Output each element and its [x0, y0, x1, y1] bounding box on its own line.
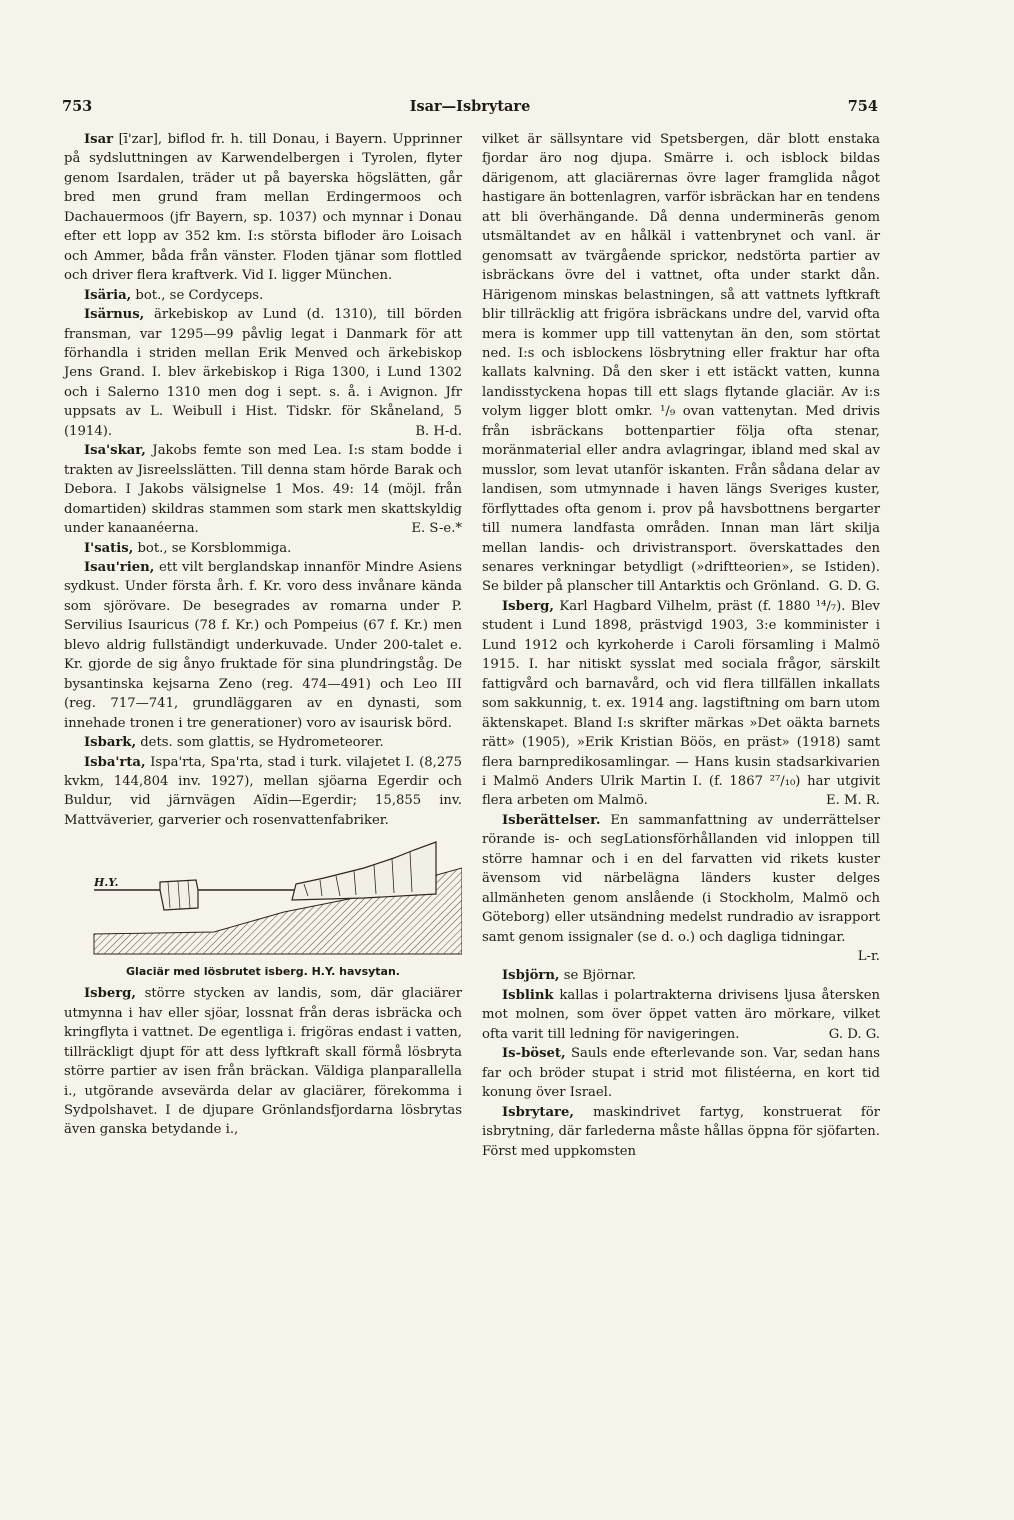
entry-isblink [482, 986, 880, 1044]
headword: Isbark, [84, 735, 137, 751]
entry-isaskar [64, 441, 462, 538]
author-signature: E. S-e.* [411, 521, 462, 537]
entry-text: dets. som glattis, se Hydrometeorer. [136, 735, 384, 751]
figure-caption: Glaciär med lösbrutet isberg. H.Y. havsytan. [126, 965, 400, 979]
headword: Isbjörn, [502, 968, 560, 984]
headword: I'satis, [84, 540, 134, 556]
glacier-illustration [64, 838, 462, 958]
headword: Is-böset, [502, 1046, 566, 1062]
author-signature: G. D. G. [828, 1026, 880, 1042]
headword: Isa'skar, [84, 443, 146, 459]
entry-isaurien [64, 558, 462, 733]
author-signature: B. H-d. [415, 423, 462, 439]
entry-isbarta [64, 753, 462, 831]
entry-text: bot., se Korsblommiga. [133, 540, 292, 556]
entry-text: Karl Hagbard Vilhelm, präst (f. 1880 ¹⁴/₇). Blev student i Lund 1898, prästvigd 1903, 3:e komminister i Lund 1912 och kyrkoherde i Caroli församling i Malmö 1915. I. har nitiskt sysslat med sociala frågor, särskilt fattigvård och barnavård, och vid flera tillfällen inkallats som sakkunnig, t. ex. 1914 ang. lagstiftning om barn utom äktenskapet. Bland I:s skrifter märkas »Det oäkta barnets rätt» (1905), »Erik Kristian Böös, en präst» (1918) samt flera barnpredikosamlingar. — Hans kusin stadsarkivarien i Malmö Anders Ulrik Martin I. (f. 1867 ²⁷/₁₀) har utgivit flera arbeten om Malmö. [482, 598, 880, 809]
headword: Isau'rien, [84, 559, 155, 575]
entry-text: Jakobs femte son med Lea. I:s stam bodde i trakten av Jisreelsslätten. Till denna stam hörde Barak och Debora. I Jakobs välsignelse 1 Mos. 49: 14 (möjl. från domartiden) skildras stammen som stark men skattskyldig under kanaanéerna. [64, 443, 462, 537]
entry-text: Sauls ende efterlevande son. Var, sedan hans far och bröder stupat i strid mot filistéerna, en kort tid konung över Israel. [482, 1046, 880, 1101]
author-signature: G. D. G. [828, 579, 880, 595]
entry-isberg [64, 984, 462, 1140]
entry-text: maskindrivet fartyg, konstruerat för isbrytning, där farlederna måste hållas öppna för sjöfarten. Först med uppkomsten [482, 1104, 880, 1159]
page-header [62, 98, 878, 122]
page-number-right: 754 [847, 98, 878, 115]
glacier-figure [64, 838, 462, 978]
entry-isboset [482, 1044, 880, 1102]
author-signature: E. M. R. [825, 793, 880, 809]
headword: Isba'rta, [84, 754, 146, 770]
entry-isbrytare [482, 1103, 880, 1161]
entry-text: ett vilt berglandskap innanför Mindre Asiens sydkust. Under första årh. f. Kr. voro dess invånare kända som sjörövare. De besegrades av romarna under P. Servilius Isauricus (78 f. Kr.) och Pompeius (67 f. Kr.) men blevo aldrig fullständigt underkuvade. Under 200-talet e. Kr. gjorde de sig ånyo fruktade för sina plundringståg. De bysantinska kejsarna Zeno (reg. 474—491) och Leo III (reg. 717—741, grundläggaren av en dynasti, som innehade tronen i tre generationer) voro av isaurisk börd. [64, 559, 462, 731]
headword: Isbrytare, [502, 1104, 574, 1120]
glacier [292, 842, 436, 900]
right-column [482, 130, 880, 1161]
entry-text: En sammanfattning av underrättelser rörande is- och segLationsförhållanden vid inloppen till större hamnar och i en del farvatten vid rikets kuster ävensom vid närbelägna länders kuster delges allmänheten genom anslående (i Stockholm, Malmö och Göteborg) eller utsändning medelst rundradio av israpport samt genom issignaler (se d. o.) och dagliga tidningar. [482, 812, 880, 945]
entry-text: vilket är sällsyntare vid Spetsbergen, där blott enstaka fjordar äro nog djupa. Smärre i. och isblock bildas därigenom, att glaciärernas övre lager framglida något hastigare än bottenlagren, varför isbräckan har en tendens att bli överhängande. Då denna underminerās genom utsmältandet av en hålkäl i vattenbrynet och vanl. är genomsatt av tvärgående sprickor, nedstörta partier av isbräckans övre del i vattnet, ofta under starkt dån. Härigenom minskas belastningen, så att vattnets lyftkraft blir tillräcklig att frigöra isbräckans undre del, varvid ofta mera is kommer upp till vattenytan än den, som störtat ned. I:s och isblockens lösbrytning eller fraktur har ofta kallats kalvning. Då den sker i ett istäckt vatten, kunna landisstyckena hopas till ett slags flytande glaciär. Av i:s volym ligger blott omkr. ¹/₉ ovan vattenytan. Med drivis från isbräckans bottenpartier följa ofta stenar, moränmaterial eller andra avlagringar, ibland med skal av musslor, som levat utanför iskanten. Från sådana delar av landisen, som utmynnade i haven längs Sveriges kuster, förflyttades ofta genom i. prov på havsbottnens bergarter till numera landfasta områden. Innan man lärt skilja mellan landis- och drivistransport. överskattades den senares verkningar betydligt (»driftteorien», se Istiden). Se bilder på planscher till Antarktis och Grönland. [482, 132, 880, 595]
headword: Isärnus, [84, 307, 145, 323]
entry-text: kallas i polartrakterna drivisens ljusa återsken mot molnen, som över öppet vatten äro mörkare, vilket ofta varit till ledning för navigeringen. [482, 987, 880, 1042]
entry-text: Ispa'rta, Spa'rta, stad i turk. vilajetet I. (8,275 kvkm, 144,804 inv. 1927), mellan sjöarna Egerdir och Buldur, vid järnvägen Aïdin—Egerdir; 15,855 inv. Mattväverier, garverier och rosenvattenfabriker. [64, 754, 462, 828]
sea-level-label: H.Y. [94, 876, 119, 890]
entry-isbjorn [482, 966, 880, 985]
headword: Isblink [502, 987, 554, 1003]
left-column [64, 130, 462, 1140]
entry-isberg-karl [482, 597, 880, 811]
headword: Isberg, [502, 598, 554, 614]
entry-text: ärkebiskop av Lund (d. 1310), till börden fransman, var 1295—99 påvlig legat i Danmark för att förhandla i striden mellan Erik Menved och ärkebiskop Jens Grand. I. blev ärkebiskop i Riga 1300, i Lund 1302 och i Salerno 1310 men dog i sept. s. å. i Avignon. Jfr uppsats av L. Weibull i Hist. Tidskr. för Skåneland, 5 (1914). [64, 307, 462, 439]
entry-isatis [64, 539, 462, 558]
headword: Isar [84, 132, 114, 147]
entry-text: bot., se Cordyceps. [131, 287, 264, 303]
entry-text: större stycken av landis, som, där glaciärer utmynna i hav eller sjöar, lossnat från deras isbräcka och kringflyta i vattnet. De egentliga i. frigöras endast i vatten, tillräckligt djupt för att dess lyftkraft skall förmå lösbryta större partier av isen från bräckan. Väldiga planparallella i., utgörande avsevärda delar av glaciärer, förekomma i Sydpolshavet. I de djupare Grönlandsfjordarna lösbrytas även ganska betydande i., [64, 986, 462, 1138]
page-number-left: 753 [62, 98, 93, 115]
running-title: Isar—Isbrytare [409, 98, 531, 115]
author-signature: L-r. [857, 949, 880, 965]
entry-text: [ī'zar], biflod fr. h. till Donau, i Bayern. Upprinner på sydsluttningen av Karwendelbergen i Tyrolen, flyter genom Isardalen, träder ut på bayerska högslätten, går bred men grund fram mellan Erdingermoos och Dachauermoos (jfr Bayern, sp. 1037) och mynnar i Donau efter ett lopp av 352 km. I:s största bifloder äro Loisach och Ammer, båda från vänster. Floden tjänar som flottled och driver flera kraftverk. Vid I. ligger München. [64, 132, 462, 284]
entry-isaria [64, 286, 462, 305]
entry-isar [64, 130, 462, 286]
entry-isberattelser [482, 811, 880, 965]
entry-isberg-continued [482, 130, 880, 597]
entry-text: se Björnar. [559, 968, 636, 984]
headword: Isberättelser. [502, 812, 601, 828]
headword: Isberg, [84, 986, 136, 1002]
entry-isarnus [64, 305, 462, 441]
headword: Isäria, [84, 287, 132, 303]
entry-isbark [64, 733, 462, 752]
